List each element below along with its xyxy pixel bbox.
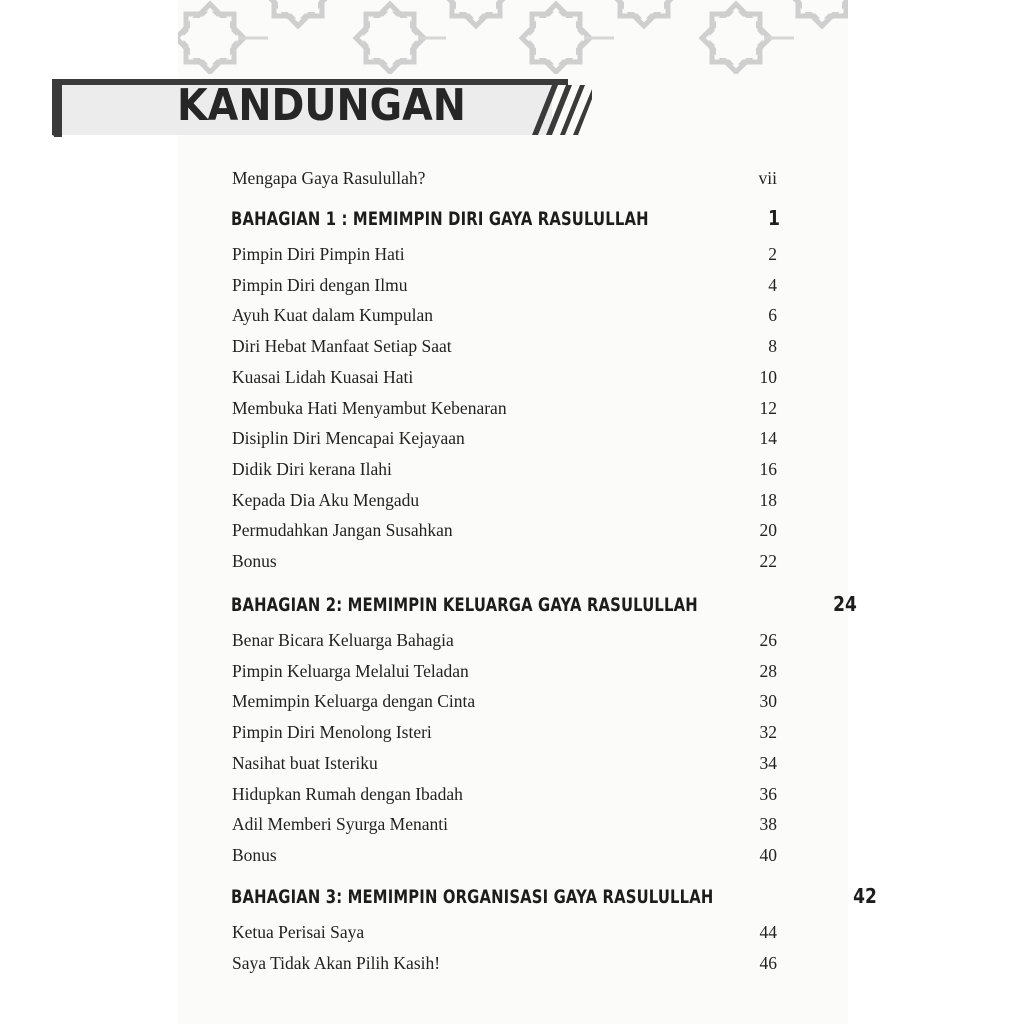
toc-entry xyxy=(232,490,777,516)
section-heading-title: BAHAGIAN 3: MEMIMPIN ORGANISASI GAYA RASULULLAH xyxy=(231,886,714,908)
toc-entry-title: Pimpin Keluarga Melalui Teladan xyxy=(232,660,469,681)
toc-entry xyxy=(232,722,777,748)
toc-entry-page-number: 26 xyxy=(759,630,777,650)
toc-entry-title: Permudahkan Jangan Susahkan xyxy=(232,520,453,541)
toc-entry-page-number: 18 xyxy=(759,489,777,510)
toc-entry-page-number: 40 xyxy=(759,844,777,865)
toc-entry-title: Pimpin Diri Menolong Isteri xyxy=(232,722,432,743)
section-heading-title: BAHAGIAN 1 : MEMIMPIN DIRI GAYA RASULULLAH xyxy=(231,208,649,230)
toc-entry xyxy=(232,922,777,948)
toc-entry-title: Didik Diri kerana Ilahi xyxy=(232,458,392,479)
section-heading xyxy=(231,884,878,914)
toc-entry xyxy=(232,661,777,687)
toc-entry xyxy=(232,551,777,577)
toc-entry-page-number: 22 xyxy=(759,551,777,571)
toc-entry-title: Disiplin Diri Mencapai Kejayaan xyxy=(232,428,465,449)
toc-entry-title: Kuasai Lidah Kuasai Hati xyxy=(232,366,414,387)
toc-entry-page-number: 34 xyxy=(759,752,777,773)
toc-entry-title: Bonus xyxy=(232,551,277,571)
toc-entry-page-number: 32 xyxy=(759,722,777,743)
toc-entry-title: Saya Tidak Akan Pilih Kasih! xyxy=(232,952,441,973)
toc-entry-page-number: 20 xyxy=(759,520,777,541)
toc-entry-title: Kepada Dia Aku Mengadu xyxy=(232,489,420,510)
contents-header xyxy=(52,75,592,143)
contents-title: KANDUNGAN xyxy=(177,80,466,131)
toc-entry-title: Diri Hebat Manfaat Setiap Saat xyxy=(232,336,452,357)
toc-entry-title: Mengapa Gaya Rasulullah? xyxy=(232,168,426,188)
toc-entry-page-number: vii xyxy=(758,168,777,188)
toc-entry-page-number: 36 xyxy=(759,783,777,804)
toc-entry-title: Ayuh Kuat dalam Kumpulan xyxy=(232,305,434,326)
toc-entry-title: Pimpin Diri dengan Ilmu xyxy=(232,274,408,295)
toc-entry xyxy=(232,630,777,656)
section-heading-page-number: 1 xyxy=(768,206,781,230)
toc-entry xyxy=(232,845,777,871)
toc-entry-title: Membuka Hati Menyambut Kebenaran xyxy=(232,397,507,418)
toc-entry xyxy=(232,398,777,424)
toc-entry-title: Benar Bicara Keluarga Bahagia xyxy=(232,630,454,650)
section-heading-page-number: 42 xyxy=(853,884,878,908)
toc-entry xyxy=(232,336,777,362)
toc-entry-title: Adil Memberi Syurga Menanti xyxy=(232,814,448,835)
toc-entry xyxy=(232,305,777,331)
star-pattern-decoration xyxy=(178,0,848,74)
toc-entry-page-number: 14 xyxy=(759,428,777,449)
toc-entry-title: Pimpin Diri Pimpin Hati xyxy=(232,244,405,264)
toc-entry xyxy=(232,520,777,546)
toc-entry-page-number: 28 xyxy=(759,660,777,681)
toc-entry-page-number: 38 xyxy=(759,814,777,835)
toc-entry-title: Nasihat buat Isteriku xyxy=(232,752,378,773)
toc-entry-page-number: 4 xyxy=(768,274,777,295)
toc-entry-title: Bonus xyxy=(232,844,277,865)
toc-entry xyxy=(232,367,777,393)
section-heading xyxy=(231,592,858,622)
toc-entry-page-number: 8 xyxy=(768,336,777,357)
toc-entry xyxy=(232,691,777,717)
toc-entry xyxy=(232,244,777,270)
toc-entry-page-number: 6 xyxy=(768,305,777,326)
toc-entry-page-number: 16 xyxy=(759,458,777,479)
section-heading-title: BAHAGIAN 2: MEMIMPIN KELUARGA GAYA RASULULLAH xyxy=(231,594,698,616)
toc-entry-page-number: 10 xyxy=(759,366,777,387)
toc-entry xyxy=(232,275,777,301)
toc-entry xyxy=(232,953,777,979)
toc-entry-title: Memimpin Keluarga dengan Cinta xyxy=(232,691,476,712)
toc-entry xyxy=(232,753,777,779)
toc-entry-page-number: 2 xyxy=(768,244,777,264)
toc-entry xyxy=(232,168,777,194)
toc-entry xyxy=(232,814,777,840)
toc-entry-title: Hidupkan Rumah dengan Ibadah xyxy=(232,783,463,804)
toc-entry xyxy=(232,428,777,454)
toc-entry-page-number: 44 xyxy=(759,922,777,942)
section-heading xyxy=(231,206,781,236)
section-heading-page-number: 24 xyxy=(833,592,858,616)
toc-entry-page-number: 30 xyxy=(759,691,777,712)
toc-entry-page-number: 12 xyxy=(759,397,777,418)
toc-entry xyxy=(232,459,777,485)
toc-entry xyxy=(232,784,777,810)
toc-entry-title: Ketua Perisai Saya xyxy=(232,922,365,942)
toc-entry-page-number: 46 xyxy=(759,952,777,973)
